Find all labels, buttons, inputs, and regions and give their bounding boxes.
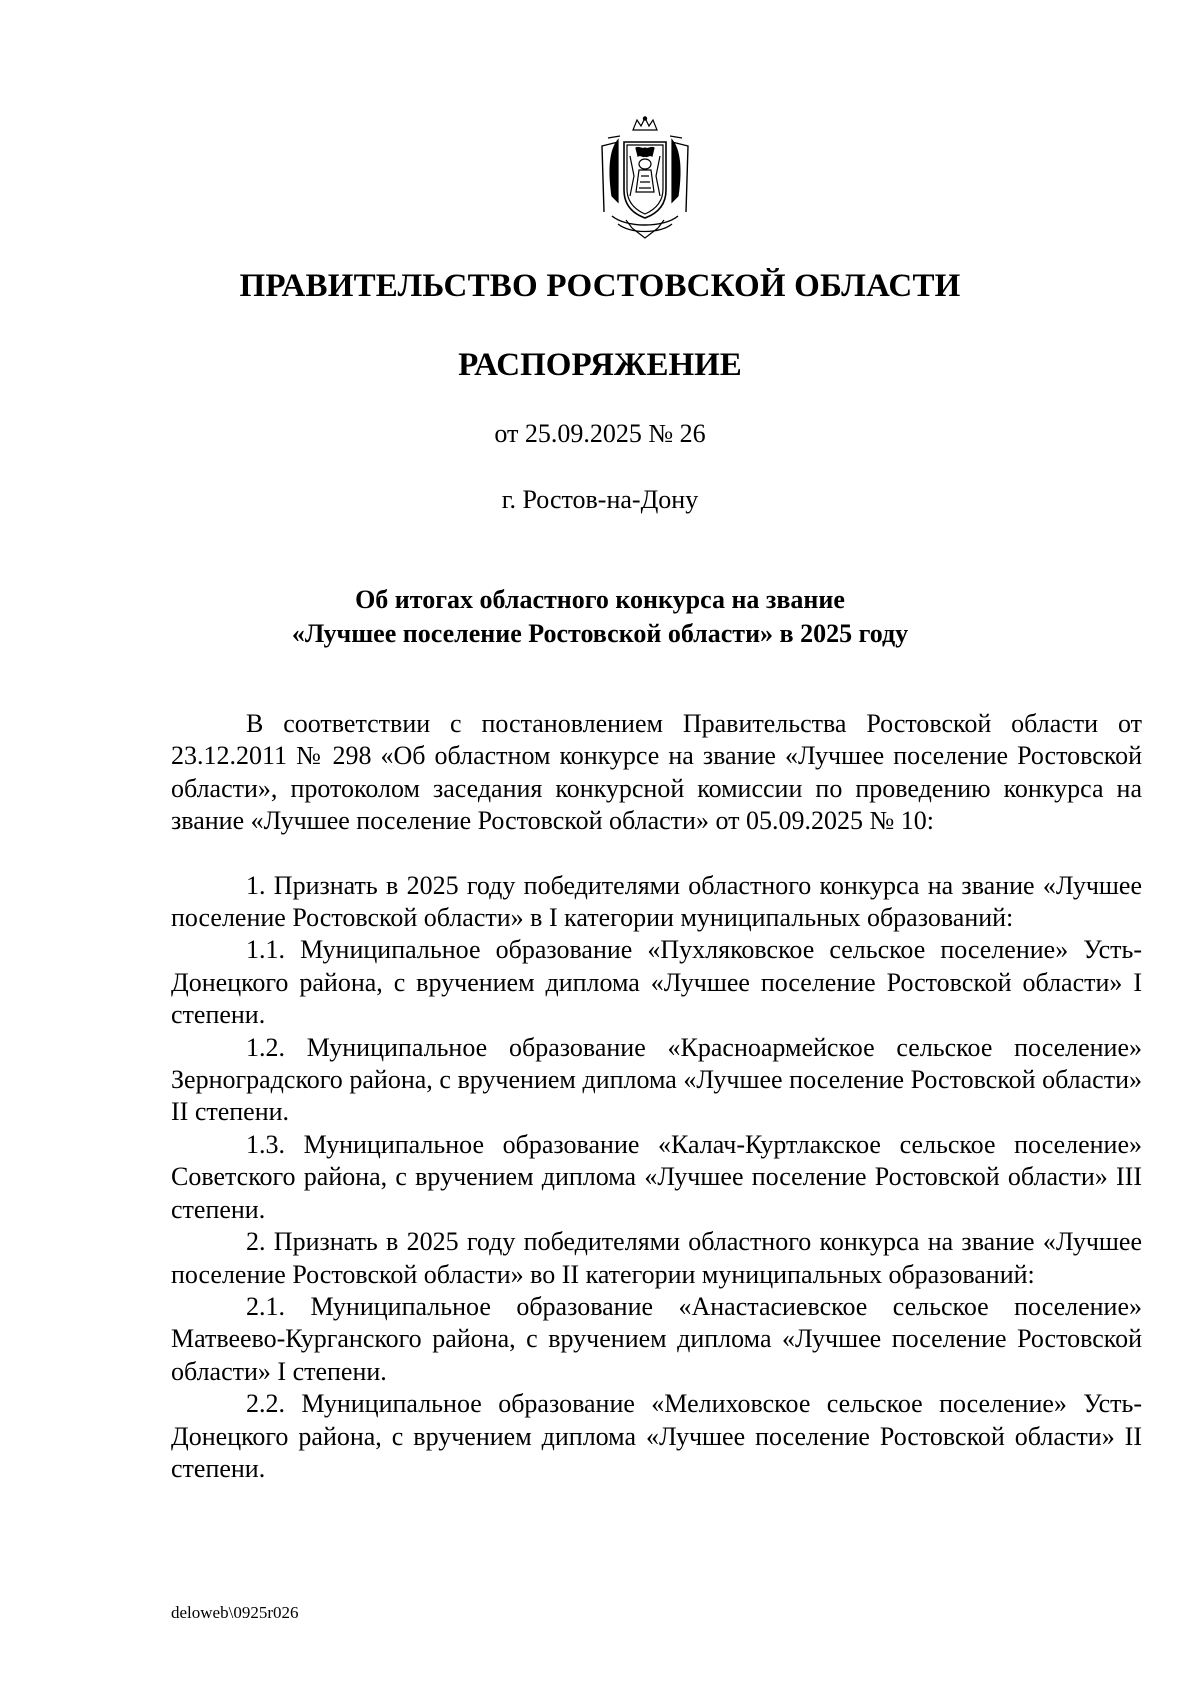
document-subject: [0, 583, 1200, 651]
subject-line-1: Об итогах областного конкурса на звание: [355, 585, 845, 614]
document-city: г. Ростов-на-Дону: [501, 485, 699, 514]
subject-line-2: «Лучшее поселение Ростовской области» в 2025 году: [291, 619, 909, 648]
body-item: 1.2. Муниципальное образование «Красноармейское сельское поселение» Зерноградского района, с вручением диплома «Лучшее поселение Ростовской области» II степени.: [171, 1032, 1142, 1127]
body-item: 1. Признать в 2025 году победителями областного конкурса на звание «Лучшее поселение Ростовской области» в I категории муниципальных образований:: [171, 870, 1142, 933]
rostov-oblast-coat-of-arms-icon: [596, 116, 694, 240]
document-date-number: от 25.09.2025 № 26: [494, 419, 706, 448]
body-item: 1.1. Муниципальное образование «Пухляковское сельское поселение» Усть-Донецкого района, с вручением диплома «Лучшее поселение Ростовской области» I степени.: [171, 935, 1142, 1030]
document-type: РАСПОРЯЖЕНИЕ: [458, 347, 742, 383]
body-item: 2. Признать в 2025 году победителями областного конкурса на звание «Лучшее поселение Ростовской области» во II категории муниципальных образований:: [171, 1227, 1142, 1289]
document-body: [171, 708, 1142, 1485]
organization-title: ПРАВИТЕЛЬСТВО РОСТОВСКОЙ ОБЛАСТИ: [239, 268, 961, 304]
body-item: 2.1. Муниципальное образование «Анастасиевское сельское поселение» Матвеево-Курганского района, с вручением диплома «Лучшее поселение Ростовской области» I степени.: [171, 1291, 1142, 1386]
body-item: 2.2. Муниципальное образование «Мелиховское сельское поселение» Усть-Донецкого района, с вручением диплома «Лучшее поселение Ростовской области» II степени.: [171, 1389, 1142, 1483]
body-item: 1.3. Муниципальное образование «Калач-Куртлакское сельское поселение» Советского района, с вручением диплома «Лучшее поселение Ростовской области» III степени.: [171, 1129, 1142, 1224]
footer-document-code: deloweb\0925r026: [171, 1603, 299, 1622]
preamble-paragraph: В соответствии с постановлением Правительства Ростовской области от 23.12.2011 № 298 «Об областном конкурсе на звание «Лучшее поселение Ростовской области», протоколом заседания конкурсной комиссии по проведению конкурса на звание «Лучшее поселение Ростовской области» от 05.09.2025 № 10:: [171, 709, 1142, 836]
